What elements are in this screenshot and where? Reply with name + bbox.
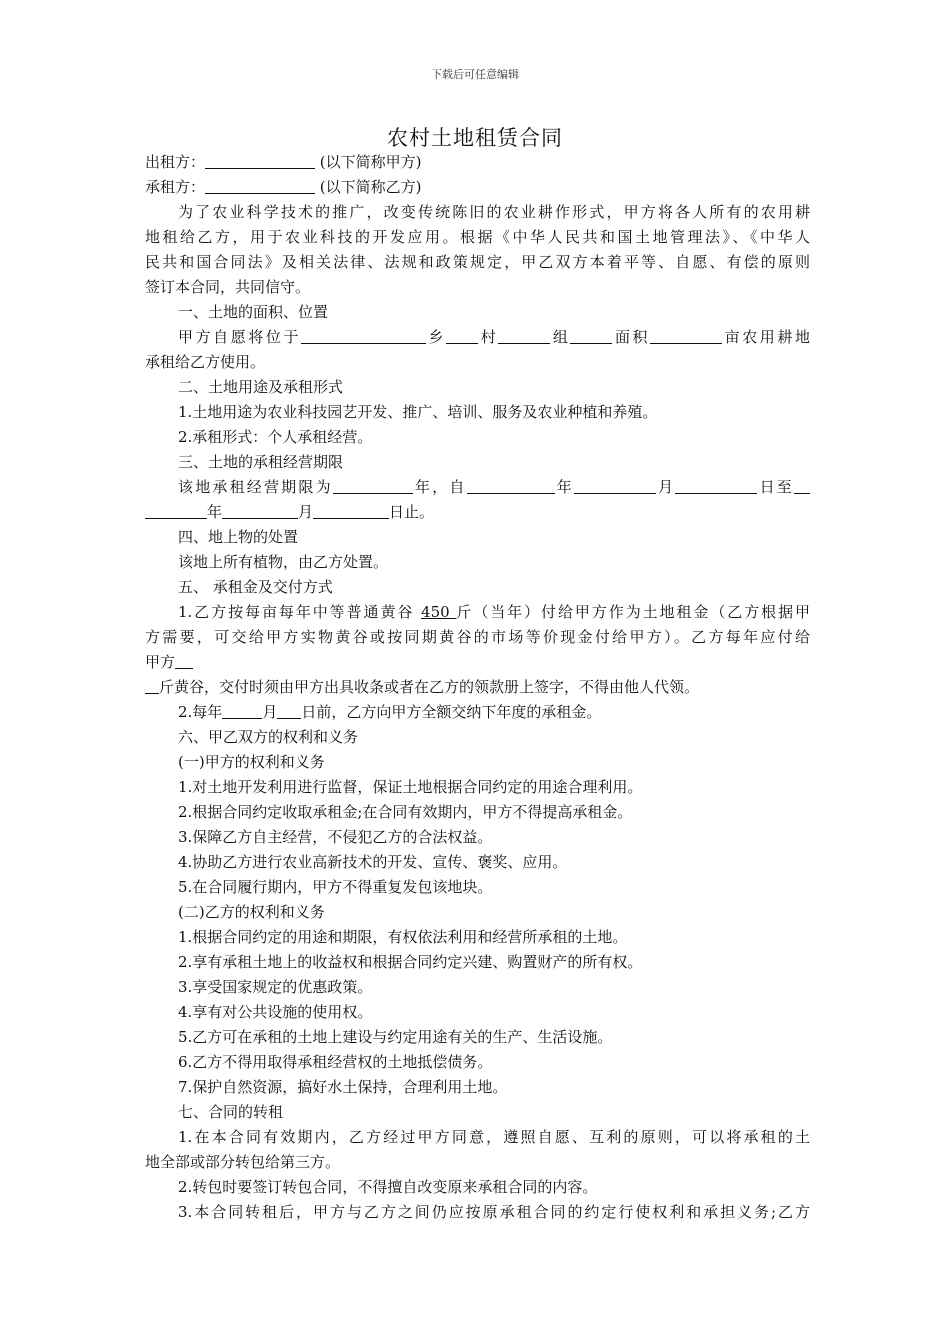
start-month-blank[interactable] (574, 476, 656, 494)
lessee-line (145, 175, 810, 200)
section-heading: 六、甲乙双方的权利和义务 (178, 728, 359, 746)
total-grain-blank-start[interactable] (175, 651, 193, 669)
clause-item: 2.承租形式：个人承租经营。 (178, 428, 373, 446)
section-heading: 五、 承租金及交付方式 (178, 578, 333, 596)
clause-item: 6.乙方不得用取得承租经营权的土地抵偿债务。 (178, 1053, 493, 1071)
subsection-heading: (二)乙方的权利和义务 (178, 903, 325, 921)
clause-item: 2.转包时要签订转包合同，不得擅自改变原来承租合同的内容。 (178, 1178, 598, 1196)
paragraph-line: 该地上所有植物，由乙方处置。 (178, 553, 389, 571)
lessor-name-blank[interactable] (205, 151, 315, 169)
clause-item: 3.本合同转租后，甲方与乙方之间仍应按原承租合同的约定行使权利和承担义务;乙方 (178, 1203, 810, 1221)
total-grain-blank[interactable] (145, 676, 159, 694)
clause-item: 4.享有对公共设施的使用权。 (178, 1003, 373, 1021)
section-heading: 三、土地的承租经营期限 (178, 453, 344, 471)
clause-item: 1.对土地开发利用进行监督，保证土地根据合同约定的用途合理利用。 (178, 778, 643, 796)
payment-day-blank[interactable] (277, 701, 301, 719)
start-day-blank[interactable] (675, 476, 757, 494)
rent-line: 斤黄谷，交付时须由甲方出具收条或者在乙方的领款册上签字，不得由他人代领。 (145, 675, 810, 700)
lessee-name-blank[interactable] (205, 176, 315, 194)
rent-line: 1.乙方按每亩每年中等普通黄谷 450 斤（当年）付给甲方作为土地租金（乙方根据甲 (178, 603, 810, 621)
preamble-line: 民共和国合同法》及相关法律、法规和政策规定，甲乙双方本着平等、自愿、有偿的原则 (145, 253, 810, 271)
area-location-blank[interactable] (570, 326, 612, 344)
lessor-line (145, 150, 810, 175)
lessor-note: (以下简称甲方) (319, 153, 422, 171)
land-location-line: 甲方自愿将位于 乡 村 组 面积 亩农用耕地 (178, 328, 810, 346)
preamble-line: 为了农业科学技术的推广，改变传统陈旧的农业耕作形式，甲方将各人所有的农用耕 (178, 203, 810, 221)
term-line: 该地承租经营期限为 年，自 年 月 日至 (145, 475, 810, 500)
rent-line: 甲方 (145, 650, 810, 675)
header-note: 下载后可任意编辑 (431, 68, 519, 81)
group-blank[interactable] (498, 326, 550, 344)
township-blank[interactable] (301, 326, 426, 344)
clause-item: 3.享受国家规定的优惠政策。 (178, 978, 373, 996)
document-title: 农村土地租赁合同 (387, 126, 563, 150)
clause-item: 5.乙方可在承租的土地上建设与约定用途有关的生产、生活设施。 (178, 1028, 613, 1046)
end-month-blank[interactable] (222, 501, 298, 519)
contract-body (145, 150, 810, 1225)
end-day-blank[interactable] (313, 501, 389, 519)
lessee-label: 承租方： (145, 178, 206, 196)
clause-item: 1.根据合同约定的用途和期限，有权依法利用和经营所承租的土地。 (178, 928, 628, 946)
clause-item: 7.保护自然资源，搞好水土保持，合理利用土地。 (178, 1078, 508, 1096)
rent-line: 方需要，可交给甲方实物黄谷或按同期黄谷的市场等价现金付给甲方）。乙方每年应付给 (145, 628, 810, 646)
clause-item: 地全部或部分转包给第三方。 (145, 1153, 341, 1171)
clause-item: 5.在合同履行期内，甲方不得重复发包该地块。 (178, 878, 493, 896)
clause-item: 1.土地用途为农业科技园艺开发、推广、培训、服务及农业种植和养殖。 (178, 403, 658, 421)
payment-month-blank[interactable] (222, 701, 262, 719)
paragraph-line: 承租给乙方使用。 (145, 353, 266, 371)
term-years-blank[interactable] (333, 476, 413, 494)
lessor-label: 出租方： (145, 153, 206, 171)
clause-item: 4.协助乙方进行农业高新技术的开发、宣传、褒奖、应用。 (178, 853, 568, 871)
section-heading: 一、土地的面积、位置 (178, 303, 329, 321)
clause-item: 1.在本合同有效期内，乙方经过甲方同意，遵照自愿、互利的原则，可以将承租的土 (178, 1128, 810, 1146)
clause-item: 2.根据合同约定收取承租金;在合同有效期内，甲方不得提高承租金。 (178, 803, 633, 821)
section-heading: 七、合同的转租 (178, 1103, 284, 1121)
village-blank[interactable] (446, 326, 478, 344)
start-year-blank[interactable] (467, 476, 555, 494)
lessee-note: (以下简称乙方) (319, 178, 422, 196)
end-year-blank-start[interactable] (794, 476, 810, 494)
section-heading: 四、地上物的处置 (178, 528, 299, 546)
clause-item: 2.享有承租土地上的收益权和根据合同约定兴建、购置财产的所有权。 (178, 953, 643, 971)
term-line-continued: 年 月 日止。 (145, 500, 810, 525)
subsection-heading: (一)甲方的权利和义务 (178, 753, 325, 771)
payment-date-line: 2.每年 月 日前，乙方向甲方全额交纳下年度的承租金。 (178, 703, 602, 721)
section-heading: 二、土地用途及承租形式 (178, 378, 344, 396)
area-mu-blank[interactable] (650, 326, 722, 344)
preamble-line: 签订本合同，共同信守。 (145, 278, 311, 296)
clause-item: 3.保障乙方自主经营，不侵犯乙方的合法权益。 (178, 828, 493, 846)
preamble-line: 地租给乙方，用于农业科技的开发应用。根据《中华人民共和国土地管理法》、《中华人 (145, 228, 810, 246)
end-year-blank[interactable] (145, 501, 207, 519)
rent-amount: 450 (421, 603, 457, 621)
